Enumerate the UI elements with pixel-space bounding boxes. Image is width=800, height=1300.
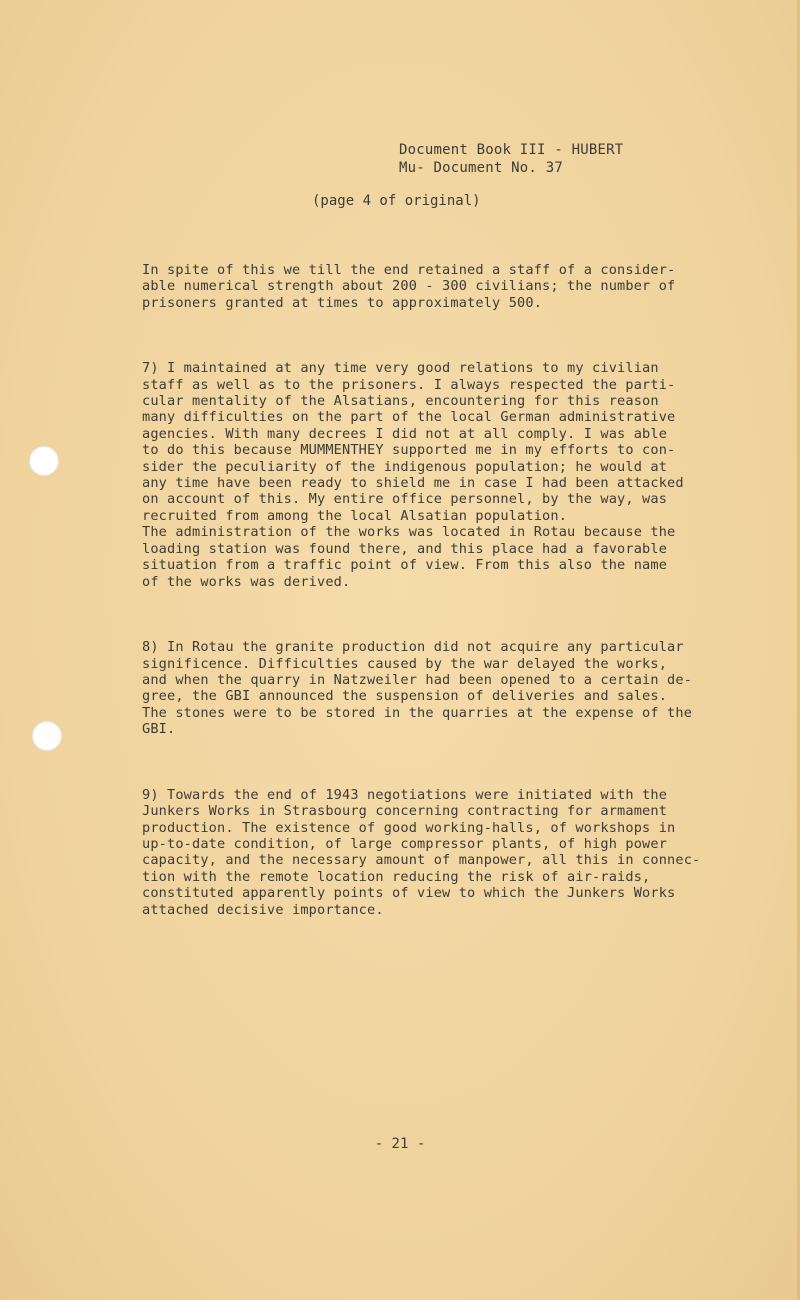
paragraph-9: 9) Towards the end of 1943 negotiations were initiated with the Junkers Works in Strasbourg concerning contracting for armament production. The existence of good working-halls, of workshops in up-to-date condition, of large compressor plants, of high power capacity, and the necessary amount of manpower, all this in connec- tion with the remote location reducing the risk of air-raids, constituted apparently points of view to which the Junkers Works attached decisive importance. [142,786,701,918]
punch-hole-upper [29,446,59,476]
body-text [142,229,702,967]
original-page-reference: (page 4 of original) [312,193,481,209]
paragraph-8: 8) In Rotau the granite production did not acquire any particular significence. Difficulties caused by the war delayed the works, and when the quarry in Natzweiler had been opened to a certain de- gree, the GBI announced the suspension of deliveries and sales. The stones were to be stored in the quarries at the expense of the GBI. [142,639,693,738]
paragraph-intro: In spite of this we till the end retained a staff of a consider- able numerical strength about 200 - 300 civilians; the number of prisoners granted at times to approximately 500. [142,261,676,311]
document-number-line: Mu- Document No. 37 [399,160,563,176]
punch-hole-lower [32,721,62,751]
page-number: - 21 - [374,1136,426,1152]
document-header [398,141,623,177]
document-book-line: Document Book III - HUBERT [399,142,624,158]
paragraph-7: 7) I maintained at any time very good relations to my civilian staff as well as to the prisoners. I always respected the parti- cular mentality of the Alsatians, encountering for this reason many difficulties on the part of the local German administrative agencies. With many decrees I did not at all comply. I was able to do this because MUMMENTHEY supported me in my efforts to con- sider the peculiarity of the indigenous population; he would at any time have been ready to shield me in case I had been attacked on account of this. My entire office personnel, by the way, was recruited from among the local Alsatian population. The administration of the works was located in Rotau because the loading station was found there, and this place had a favorable situation from a traffic point of view. From this also the name of the works was derived. [142,360,684,590]
